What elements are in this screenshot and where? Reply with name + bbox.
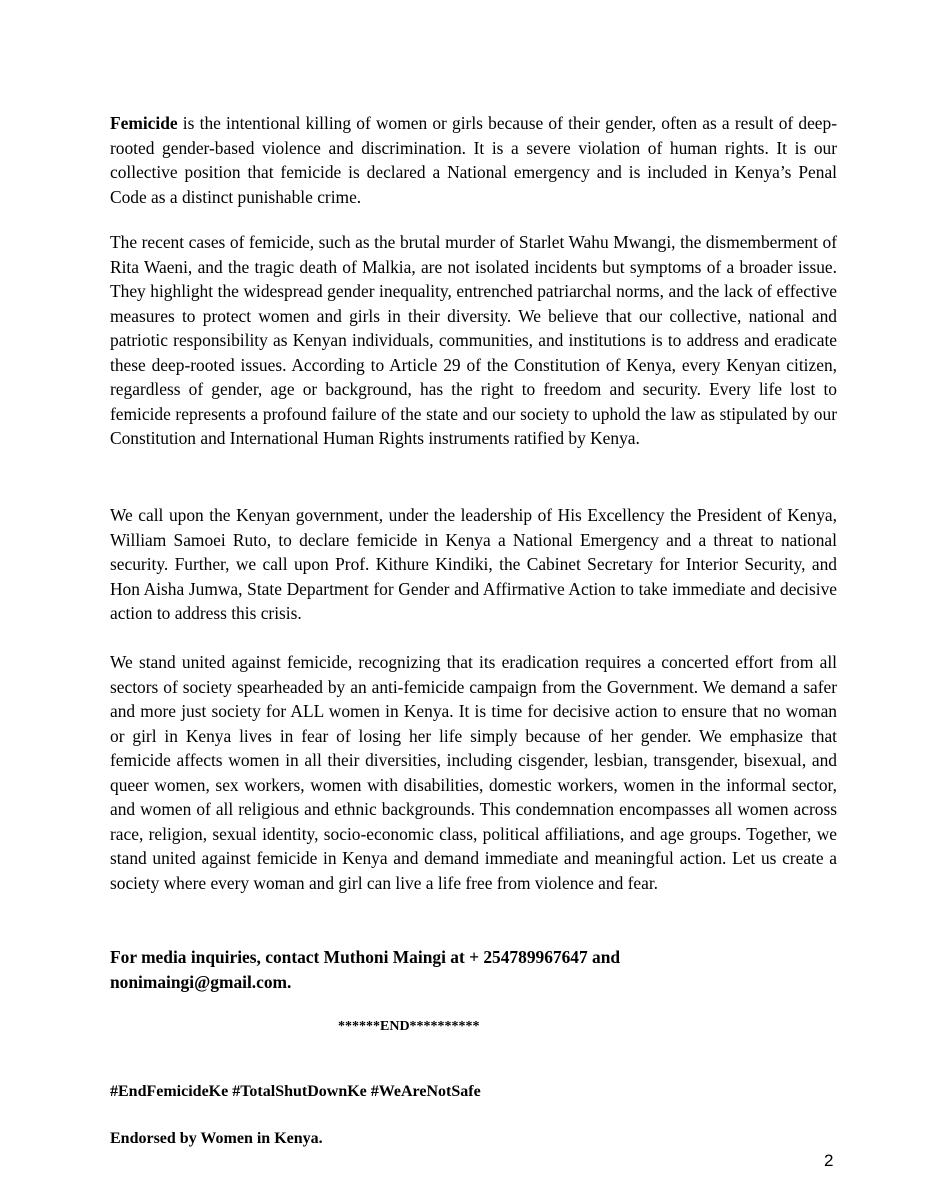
endorsement: Endorsed by Women in Kenya.	[110, 1130, 323, 1147]
femicide-term: Femicide	[110, 113, 178, 133]
paragraph-stand-united: We stand united against femicide, recognizing that its eradication requires a concerted effort from all sectors of society spearheaded by an anti-femicide campaign from the Government. We demand a safer and more just society for ALL women in Kenya. It is time for decisive action to ensure that no woman or girl in Kenya lives in fear of losing her life simply because of her gender. We emphasize that femicide affects women in all their diversities, including cisgender, lesbian, transgender, bisexual, and queer women, sex workers, women with disabilities, domestic workers, women in the informal sector, and women of all religious and ethnic backgrounds. This condemnation encompasses all women across race, religion, sexual identity, socio-economic class, political affiliations, and age groups. Together, we stand united against femicide in Kenya and demand immediate and meaningful action. Let us create a society where every woman and girl can live a life free from violence and fear.	[110, 652, 837, 893]
media-contact-line: For media inquiries, contact Muthoni Maingi at + 254789967647 and	[110, 947, 621, 967]
paragraph-text: is the intentional killing of women or girls because of their gender, often as a result of deep-rooted gender-based violence and discrimination. It is a severe violation of human rights. It is our collective position that femicide is declared a National emergency and is included in Kenya’s Penal Code as a distinct punishable crime.	[110, 113, 837, 207]
paragraph-call-upon-government: We call upon the Kenyan government, under the leadership of His Excellency the President of Kenya, William Samoei Ruto, to declare femicide in Kenya a National Emergency and a threat to national security. Further, we call upon Prof. Kithure Kindiki, the Cabinet Secretary for Interior Security, and Hon Aisha Jumwa, State Department for Gender and Affirmative Action to take immediate and decisive action to address this crisis.	[110, 505, 837, 623]
end-marker: ******END**********	[338, 1019, 480, 1034]
hashtags: #EndFemicideKe #TotalShutDownKe #WeAreNotSafe	[110, 1083, 481, 1100]
paragraph-femicide-definition	[110, 111, 837, 209]
media-contact	[110, 945, 837, 994]
page-number: 2	[824, 1151, 834, 1170]
media-contact-email: nonimaingi@gmail.com.	[110, 971, 292, 992]
paragraph-recent-cases: The recent cases of femicide, such as the brutal murder of Starlet Wahu Mwangi, the dismemberment of Rita Waeni, and the tragic death of Malkia, are not isolated incidents but symptoms of a broader issue. They highlight the widespread gender inequality, entrenched patriarchal norms, and the lack of effective measures to protect women and girls in their diversity. We believe that our collective, national and patriotic responsibility as Kenyan individuals, communities, and institutions is to address and eradicate these deep-rooted issues. According to Article 29 of the Constitution of Kenya, every Kenyan citizen, regardless of gender, age or background, has the right to freedom and security. Every life lost to femicide represents a profound failure of the state and our society to uphold the law as stipulated by our Constitution and International Human Rights instruments ratified by Kenya.	[110, 232, 837, 448]
